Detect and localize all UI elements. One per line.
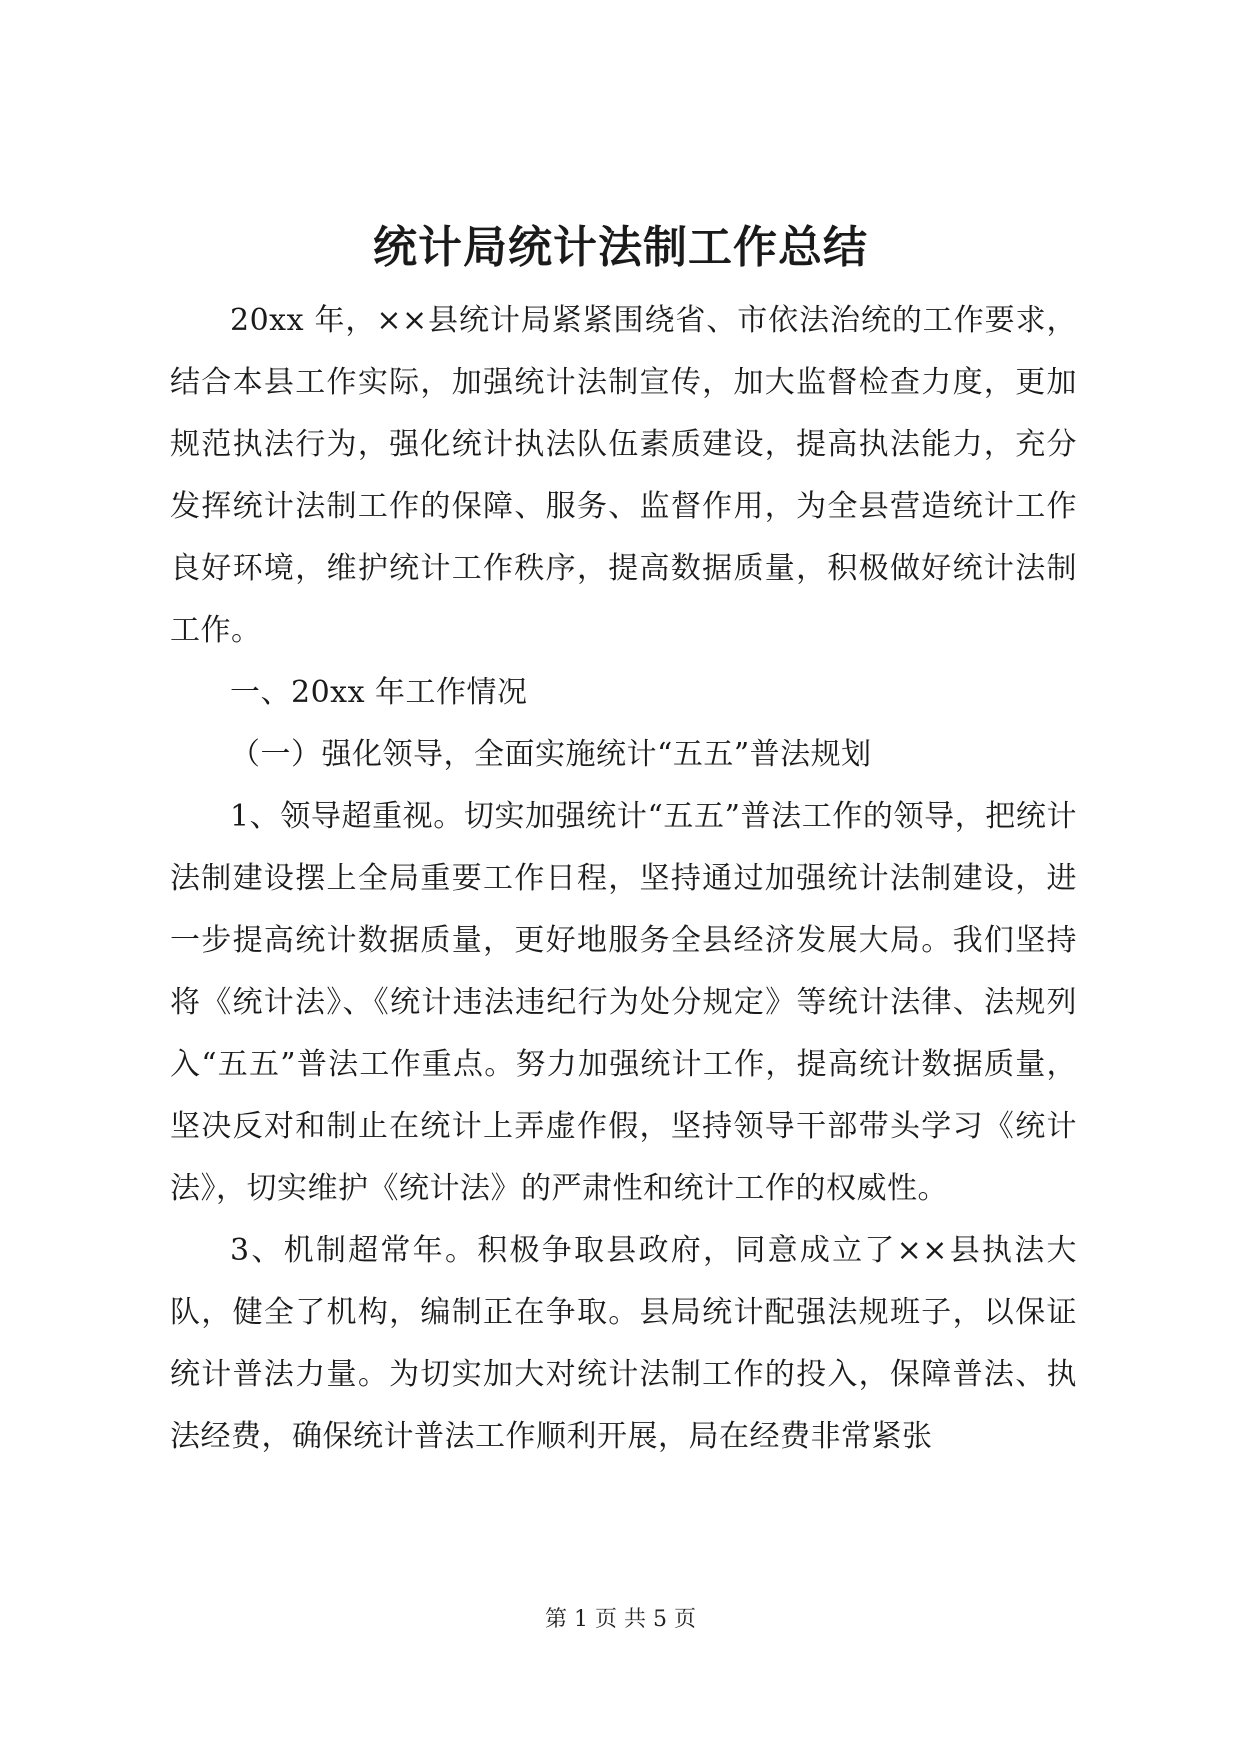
document-title: 统计局统计法制工作总结: [373, 222, 868, 273]
paragraph-item-3: 3、机制超常年。积极争取县政府，同意成立了××县执法大队，健全了机构，编制正在争取。县局统计配强法规班子，以保证统计普法力量。为切实加大对统计法制工作的投入，保障普法、执法经费，确保统计普法工作顺利开展，局在经费非常紧张: [170, 1233, 1077, 1454]
paragraph-item-1: 1、领导超重视。切实加强统计“五五”普法工作的领导，把统计法制建设摆上全局重要工作日程，坚持通过加强统计法制建设，进一步提高统计数据质量，更好地服务全县经济发展大局。我们坚持将《统计法》、《统计违法违纪行为处分规定》等统计法律、法规列入“五五”普法工作重点。努力加强统计工作，提高统计数据质量，坚决反对和制止在统计上弄虚作假，坚持领导干部带头学习《统计法》，切实维护《统计法》的严肃性和统计工作的权威性。: [170, 799, 1077, 1206]
paragraph-intro: 20xx 年，××县统计局紧紧围绕省、市依法治统的工作要求，结合本县工作实际，加强统计法制宣传，加大监督检查力度，更加规范执法行为，强化统计执法队伍素质建设，提高执法能力，充分发挥统计法制工作的保障、服务、监督作用，为全县营造统计工作良好环境，维护统计工作秩序，提高数据质量，积极做好统计法制工作。: [170, 303, 1077, 648]
document-body: [170, 290, 1077, 1468]
section-heading: 一、20xx 年工作情况: [230, 675, 528, 710]
page-footer: 第 1 页 共 5 页: [545, 1607, 696, 1632]
subsection-heading: （一）强化领导，全面实施统计“五五”普法规划: [230, 737, 872, 772]
